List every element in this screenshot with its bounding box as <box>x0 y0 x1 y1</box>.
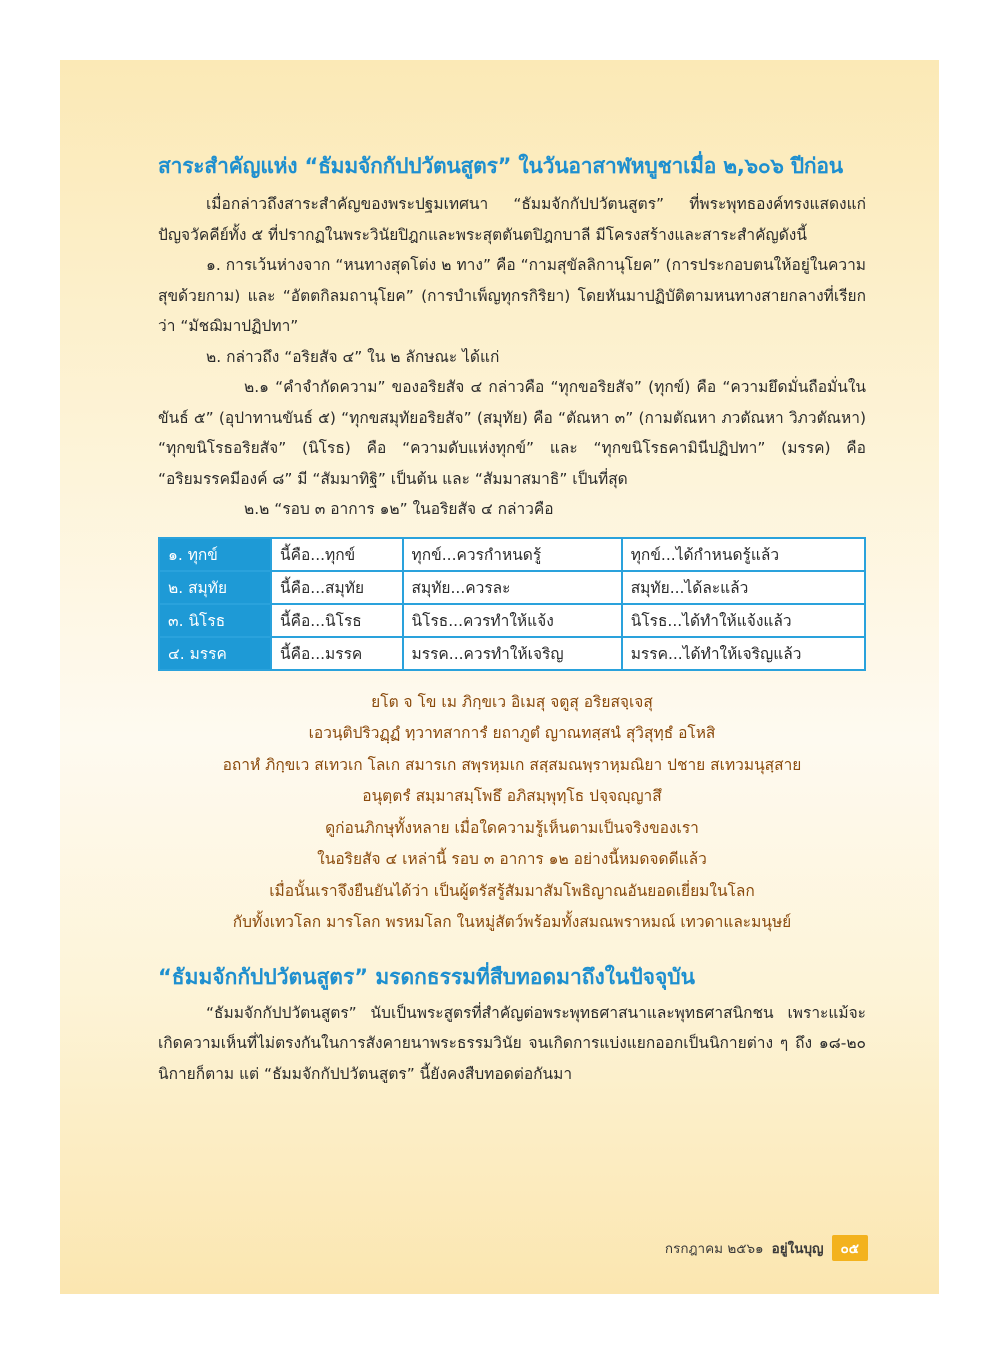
verse-line: เมื่อนั้นเราจึงยืนยันได้ว่า เป็นผู้ตรัสรู้สัมมาสัมโพธิญาณอันยอดเยี่ยมในโลก <box>269 881 755 900</box>
article-content <box>158 150 866 1089</box>
table-cell: สมุทัย...ควรละ <box>403 571 622 604</box>
table-cell: นิโรธ...ได้ทำให้แจ้งแล้ว <box>622 604 865 637</box>
table-row-header: ๑. ทุกข์ <box>159 538 271 571</box>
table-cell: ทุกข์...ควรกำหนดรู้ <box>403 538 622 571</box>
magazine-name: อยู่ในบุญ <box>771 1241 824 1257</box>
table-cell: มรรค...ควรทำให้เจริญ <box>403 637 622 670</box>
table-row-header: ๔. มรรค <box>159 637 271 670</box>
point-2-paragraph: ๒. กล่าวถึง “อริยสัจ ๔” ใน ๒ ลักษณะ ได้แก่ <box>206 347 500 366</box>
verse-line: ยโต จ โข เม ภิกฺขเว อิเมสุ จตูสุ อริยสจฺเจสุ <box>371 692 653 711</box>
table-row-header: ๒. สมุทัย <box>159 571 271 604</box>
section-2-heading: “ธัมมจักกัปปวัตนสูตร” มรดกธรรมที่สืบทอดมาถึงในปัจจุบัน <box>158 964 695 989</box>
table-cell: สมุทัย...ได้ละแล้ว <box>622 571 865 604</box>
section-heading: สาระสำคัญแห่ง “ธัมมจักกัปปวัตนสูตร” ในวันอาสาฬหบูชาเมื่อ ๒,๖๐๖ ปีก่อน <box>158 154 843 178</box>
table-row <box>159 637 865 670</box>
table-cell: นี้คือ...สมุทัย <box>271 571 403 604</box>
verse-line: เอวนฺติปริวฏฺฏํ ทฺวาทสาการํ ยถาภูตํ ญาณทสฺสนํ สุวิสุทฺธํ อโหสิ <box>308 724 716 742</box>
page-number: ๐๕ <box>832 1235 868 1261</box>
point-2-1-paragraph: ๒.๑ “คำจำกัดความ” ของอริยสัจ ๔ กล่าวคือ “ทุกขอริยสัจ” (ทุกข์) คือ “ความยึดมั่นถือมั่นในขันธ์ ๕” (อุปาทานขันธ์ ๕) “ทุกขสมุทัยอริยสัจ” (สมุทัย) คือ “ตัณหา ๓” (กามตัณหา ภวตัณหา วิภวตัณหา) “ทุกขนิโรธอริยสัจ” (นิโรธ) คือ “ความดับแห่งทุกข์” และ “ทุกขนิโรธคามินีปฏิปทา” (มรรค) คือ “อริยมรรคมีองค์ ๘” มี “สัมมาทิฐิ” เป็นต้น และ “สัมมาสมาธิ” เป็นที่สุด <box>158 378 866 488</box>
pali-verse <box>158 687 866 939</box>
table-cell: ทุกข์...ได้กำหนดรู้แล้ว <box>622 538 865 571</box>
table-row <box>159 604 865 637</box>
verse-line: อถาหํ ภิกฺขเว สเทวเก โลเก สมารเก สพฺรหฺมเก สสฺสมณพฺราหฺมณิยา ปชาย สเทวมนุสฺสาย <box>222 755 802 774</box>
table-cell: นี้คือ...นิโรธ <box>271 604 403 637</box>
table-cell: นี้คือ...ทุกข์ <box>271 538 403 571</box>
four-noble-truths-table <box>158 537 866 671</box>
page-footer <box>665 1235 868 1261</box>
verse-line: อนุตฺตรํ สมฺมาสมฺโพธึ อภิสมฺพุทฺโธ ปจฺจญฺญาสึ <box>362 787 662 805</box>
table-cell: นี้คือ...มรรค <box>271 637 403 670</box>
table-cell: นิโรธ...ควรทำให้แจ้ง <box>403 604 622 637</box>
table-row <box>159 571 865 604</box>
table-cell: มรรค...ได้ทำให้เจริญแล้ว <box>622 637 865 670</box>
verse-line: ในอริยสัจ ๔ เหล่านี้ รอบ ๓ อาการ ๑๒ อย่างนี้หมดจดดีแล้ว <box>317 850 707 868</box>
table-row <box>159 538 865 571</box>
intro-paragraph: เมื่อกล่าวถึงสาระสำคัญของพระปฐมเทศนา “ธัมมจักกัปปวัตนสูตร” ที่พระพุทธองค์ทรงแสดงแก่ปัญจวัคคีย์ทั้ง ๕ ที่ปรากฏในพระวินัยปิฎกและพระสุตตันตปิฎกบาลี มีโครงสร้างและสาระสำคัญดังนี้ <box>158 195 866 244</box>
point-2-2-paragraph: ๒.๒ “รอบ ๓ อาการ ๑๒” ในอริยสัจ ๔ กล่าวคือ <box>244 500 554 518</box>
verse-line: กับทั้งเทวโลก มารโลก พรหมโลก ในหมู่สัตว์พร้อมทั้งสมณพราหมณ์ เทวดาและมนุษย์ <box>232 913 792 931</box>
point-1-paragraph: ๑. การเว้นห่างจาก “หนทางสุดโต่ง ๒ ทาง” คือ “กามสุขัลลิกานุโยค” (การประกอบตนให้อยู่ในความสุขด้วยกาม) และ “อัตตกิลมถานุโยค” (การบำเพ็ญทุกรกิริยา) โดยหันมาปฏิบัติตามหนทางสายกลางที่เรียกว่า “มัชฌิมาปฏิปทา” <box>158 256 866 335</box>
table-row-header: ๓. นิโรธ <box>159 604 271 637</box>
section-2-paragraph: “ธัมมจักกัปปวัตนสูตร” นับเป็นพระสูตรที่สำคัญต่อพระพุทธศาสนาและพุทธศาสนิกชน เพราะแม้จะเกิดความเห็นที่ไม่ตรงกันในการสังคายนาพระธรรมวินัย จนเกิดการแบ่งแยกออกเป็นนิกายต่าง ๆ ถึง ๑๘-๒๐ นิกายก็ตาม แต่ “ธัมมจักกัปปวัตนสูตร” นี้ยังคงสืบทอดต่อกันมา <box>158 1003 866 1083</box>
issue-date: กรกฎาคม ๒๕๖๑ <box>664 1241 764 1257</box>
verse-line: ดูก่อนภิกษุทั้งหลาย เมื่อใดความรู้เห็นตามเป็นจริงของเรา <box>325 818 699 837</box>
